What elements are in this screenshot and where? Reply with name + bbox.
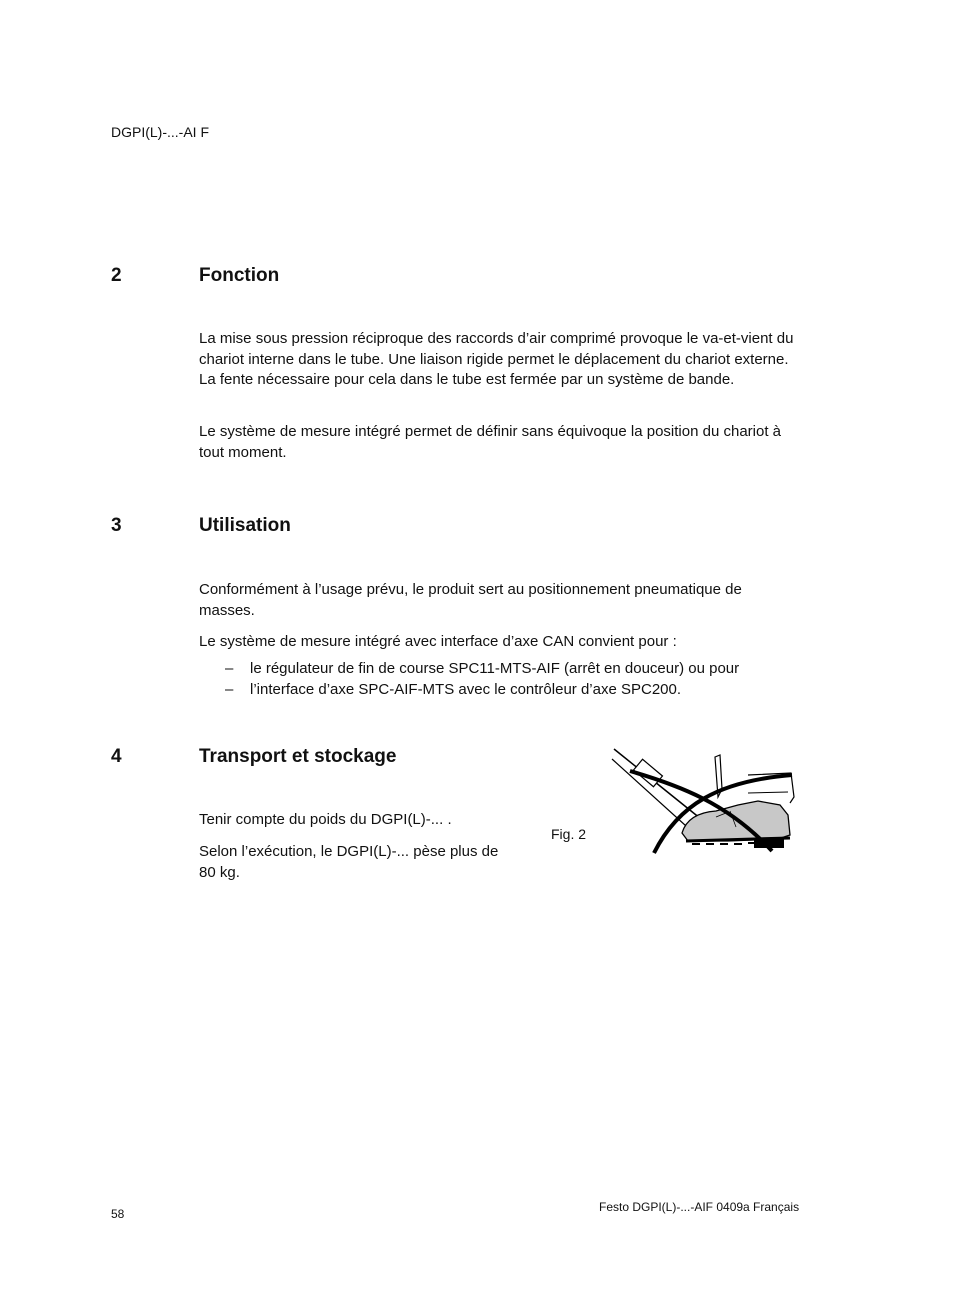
document-header: DGPI(L)-...-AI F: [111, 124, 209, 140]
footer-doc-line: Festo DGPI(L)-...-AIF 0409a Français: [599, 1200, 800, 1214]
section-4-paragraph-2: Selon l’exécution, le DGPI(L)-... pèse plus de 80 kg.: [199, 843, 499, 881]
page-number: 58: [111, 1207, 125, 1221]
section-3-number: 3: [111, 515, 122, 536]
figure-caption: Fig. 2: [551, 826, 587, 842]
section-3-paragraph-2: Le système de mesure intégré avec interface d’axe CAN convient pour :: [199, 633, 677, 650]
list-item: [199, 659, 799, 680]
list-item: [199, 680, 799, 701]
list-dash: –: [225, 660, 234, 677]
section-2-title: Fonction: [199, 265, 280, 286]
section-4-title: Transport et stockage: [199, 746, 397, 767]
list-item-text: l’interface d’axe SPC-AIF-MTS avec le contrôleur d’axe SPC200.: [250, 680, 682, 698]
section-3-title: Utilisation: [199, 515, 291, 536]
section-2-paragraph-2: Le système de mesure intégré permet de définir sans équivoque la position du chariot à tout moment.: [199, 423, 782, 461]
list-dash: –: [225, 680, 234, 698]
section-3-paragraph-1: Conformément à l’usage prévu, le produit sert au positionnement pneumatique de masses.: [199, 581, 742, 619]
list-item-text: le régulateur de fin de course SPC11-MTS-AIF (arrêt en douceur) ou pour: [250, 660, 740, 677]
crossed-out-foot-under-load-icon: [608, 745, 798, 860]
section-2-paragraph-1: La mise sous pression réciproque des raccords d’air comprimé provoque le va-et-vient du chariot interne dans le tube. Une liaison rigide permet le déplacement du chariot externe. La fente nécessaire pour cela dans le tube est fermée par un système de bande.: [199, 330, 794, 388]
section-3-list: [199, 659, 799, 700]
section-4-number: 4: [111, 746, 122, 767]
section-2-number: 2: [111, 265, 122, 286]
section-4-paragraph-1: Tenir compte du poids du DGPI(L)-... .: [199, 811, 452, 828]
